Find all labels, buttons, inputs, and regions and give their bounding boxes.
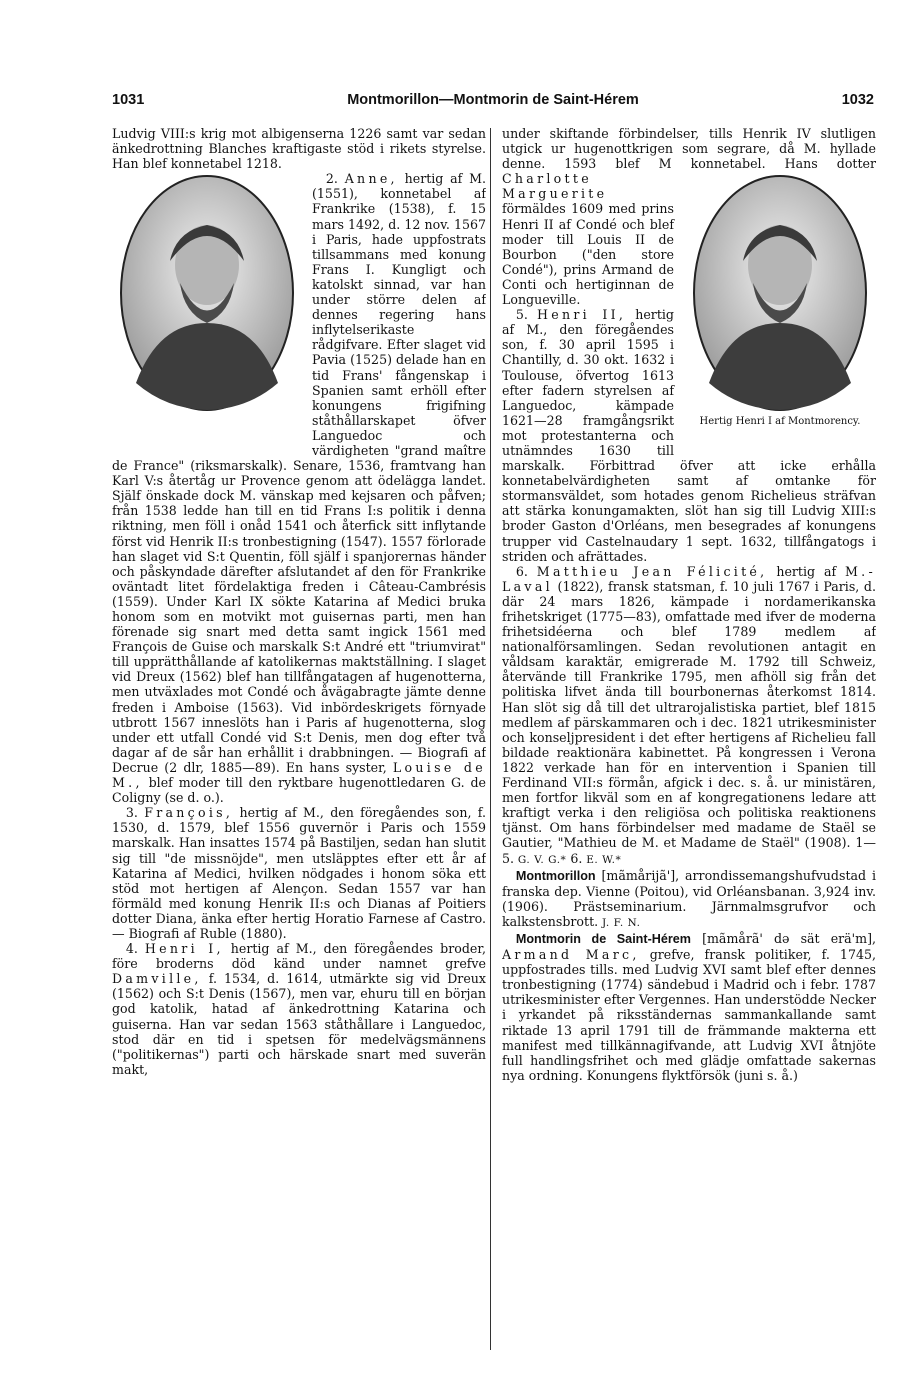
entry-henri-i: 4. Henri I, hertig af M., den föregåendes broder, före broderns död känd under namnet grefve Damville, f. 1534, d. 1614, utmärkte sig vid Dreux (1562) och S:t Denis (1567), men var, ehuru till en början god katolik, hatad af änkedrottning Katarina och guiserna. Han var sedan 1563 ståthållare i Languedoc, stod där en tid i spetsen för medelvägsmännens ("politikernas") parti och härskade snart med suverän makt, <box>112 941 486 1077</box>
author-signature: G. V. G.* <box>514 853 567 866</box>
portrait-image <box>118 173 296 413</box>
left-column <box>112 126 486 1356</box>
portrait-henri-i <box>684 173 876 445</box>
figure-caption: Hertig Henri I af Montmorency. <box>699 416 861 428</box>
running-title: Montmorillon—Montmorin de Saint-Hérem <box>347 92 639 108</box>
portrait-image <box>691 173 869 413</box>
entry-name: Louise de M., <box>112 759 486 791</box>
entry-matthieu: 6. Matthieu Jean Félicité, hertig af M.-Laval (1822), fransk statsman, f. 10 juli 1767 i Paris, d. där 24 mars 1826, kämpade i nordamerikanska frihetskriget (1775—83), omfattade med ifver de moderna frihetsidéerna och blef 1789 medlem af nationalförsamlingen. Sedan revolutionen antagit en våldsam karaktär, emigrerade M. 1792 till Schweiz, återvände till Frankrike 1795, men afhöll sig från det politiska lifvet ända till bourbonernas återkomst 1814. Han slöt sig då till det ultrarojalistiska partiet, blef 1815 medlem af pärskammaren och i dec. 1821 utrikesminister och konseljpresident i det efter hertigens af Richelieu fall bildade reaktionära kabinettet. På kongressen i Verona 1822 verkade han för en intervention i Spanien till Ferdinand VII:s förmån, afgick i dec. s. å. ur ministären, men fortfor likväl som en af kongregationens ledare att kraftigt verka i den religiösa och politiska reaktionens tjänst. Om hans förbindelser med madame de Staël se Gautier, "Mathieu de M. et Madame de Staël" (1908). 1—5. G. V. G.* 6. E. W.* <box>502 563 876 866</box>
entry-montmorin: Montmorin de Saint-Hérem [mãmårã' də sät erä'm], Armand Marc, grefve, fransk politiker, f. 1745, uppfostrades tills. med Ludvig XVI samt blef efter dennes tronbestigning (1774) sändebud i Madrid och i febr. 1787 utrikesminister efter Vergennes. Han understödde Necker i yrkandet på riksständernas sammankallande samt riktade 13 april 1791 till de främmande makterna ett manifest med tillkännagifvande, att Ludvig XVI åtnjöte full handlingsfrihet och med glädje omfattade sakernas nya ordning. Konungens flyktförsök (juni s. å.) <box>502 930 876 1083</box>
entry-name: Matthieu Jean Félicité, <box>536 563 768 579</box>
headword: Montmorillon <box>515 868 596 883</box>
entry-name: M.-Laval <box>502 563 876 594</box>
page-number-left: 1031 <box>112 92 145 108</box>
entry-montmorillon: Montmorillon [mãmårijã'], arrondissemangshufvudstad i franska dep. Vienne (Poitou), vid Orléansbanan. 3,924 inv. (1906). Prästseminarium. Järnmalmsgrufvor och kalkstensbrott. J. F. N. <box>502 867 876 929</box>
paragraph-continuation: Ludvig VIII:s krig mot albigenserna 1226 samt var sedan änkedrottning Blanches kraftigaste stöd i rikets styrelse. Han blef konnetabel 1218. <box>112 126 486 172</box>
entry-name: Henri II, <box>537 307 627 323</box>
page-header <box>112 92 874 114</box>
entry-francois: 3. François, hertig af M., den föregåendes son, f. 1530, d. 1579, blef 1556 guvernör i Paris och 1559 marskalk. Han insattes 1574 på Bastiljen, sedan han slutit sig till "de missnöjde", men utsläpptes efter ett år af Katarina af Medici, hvilken nödgades i honom söka ett stöd mot hertigen af Alençon. Sedan 1557 var han förmäld med konung Henrik II:s och Dianas af Poitiers dotter Diana, änka efter hertig Horatio Farnese af Castro. — Biografi af Ruble (1880). <box>112 805 486 941</box>
column-divider <box>490 128 491 1350</box>
entry-henri-ii: 5. Henri II, hertig af M., den föregåendes son, f. 30 april 1595 i Chantilly, d. 30 okt. 1632 i Toulouse, öfvertog 1613 efter fadern styrelsen af Languedoc, kämpade 1621—28 framgångsrikt mot protestanterna och utnämndes 1630 till marskalk. Förbittrad öfver att icke erhålla konnetabelvärdigheten samt af omtanke för stormansväldet, som hotades genom Richelieus sträfvan att stärka konungamakten, slöt han sig till Ludvig XIII:s broder Gaston d'Orléans, men besegrades af konungens trupper vid Castelnaudary 1 sept. 1632, tillfångatogs i striden och afrättades. <box>502 307 876 564</box>
entry-name: Armand Marc, <box>502 947 640 963</box>
right-column <box>502 126 876 1356</box>
entry-anne: 2. Anne, hertig af M. (1551), konnetabel af Frankrike (1538), f. 15 mars 1492, d. 12 nov. 1567 i Paris, hade uppfostrats tillsammans med konung Frans I. Kungligt och katolskt sinnad, var han under större delen af dennes regering hans inflytelserikaste rådgifvare. Efter slaget vid Pavia (1525) delade han en tid Frans' fångenskap i Spanien samt erhöll efter konungens frigifning ståthållarskapet öfver Languedoc och värdigheten "grand maître de France" (riksmarskalk). Senare, 1536, framtvang han Karl V:s återtåg ur Provence genom att ödelägga landet. Själf önskade dock M. vänskap med kejsaren och påfven; från 1538 ledde han till en tid Frans I:s politik i denna riktning, men föll i onåd 1541 och återfick sitt inflytande först vid Henrik II:s tronbestigning (1547). 1557 förlorade han slaget vid S:t Quentin, föll själf i spanjorernas händer och påskyndade därefter afslutandet af den för Frankrike oväntadt litet fördelaktiga freden i Câteau-Cambrésis (1559). Under Karl IX sökte Katarina af Medici bruka honom som en motvikt mot guisernas parti, men han förenade sig snart med detta samt ingick 1561 med François de Guise och marskalk S:t André ett "triumvirat" till upprätthållande af katolikernas maktställning. I slaget vid Dreux (1562) blef han tillfångatagen af hugenotterna, men utväxlades mot Condé och åvägabragte jämte denne freden i Amboise (1563). Vid inbördeskrigets förnyade utbrott 1567 inneslöts han i Paris af hugenotterna, slog under ett utfall Condé vid S:t Denis, men dog efter två dagar af de sår han erhållit i drabbningen. — Biografi af Decrue (2 dlr, 1885—89). En hans syster, Louise de M., blef moder till den ryktbare hugenottledaren G. de Coligny (se d. o.). <box>112 171 486 806</box>
entry-name: Charlotte Marguerite <box>502 171 608 202</box>
entry-name: Anne, <box>344 171 398 187</box>
author-signature: E. W.* <box>582 853 622 866</box>
entry-name: François, <box>144 805 234 821</box>
page-number-right: 1032 <box>841 92 874 108</box>
entry-name: Henri I, <box>144 941 224 957</box>
headword: Montmorin de Saint-Hérem <box>515 931 691 946</box>
portrait-anne <box>112 173 302 445</box>
paragraph-continuation: under skiftande förbindelser, tills Henrik IV slutligen utgick ur hugenottkrigen som segrare, då M. hyllade denne. 1593 blef M konnetabel. Hans dotter Hertig Henri I af Montmorency. Charlotte Marguerite förmäldes 1609 med prins Henri II af Condé och blef moder till Louis II de Bourbon ("den store Condé"), prins Armand de Conti och hertiginnan de Longueville. <box>502 126 876 307</box>
author-signature: J. F. N. <box>598 916 641 929</box>
entry-name: Damville, <box>112 971 202 987</box>
